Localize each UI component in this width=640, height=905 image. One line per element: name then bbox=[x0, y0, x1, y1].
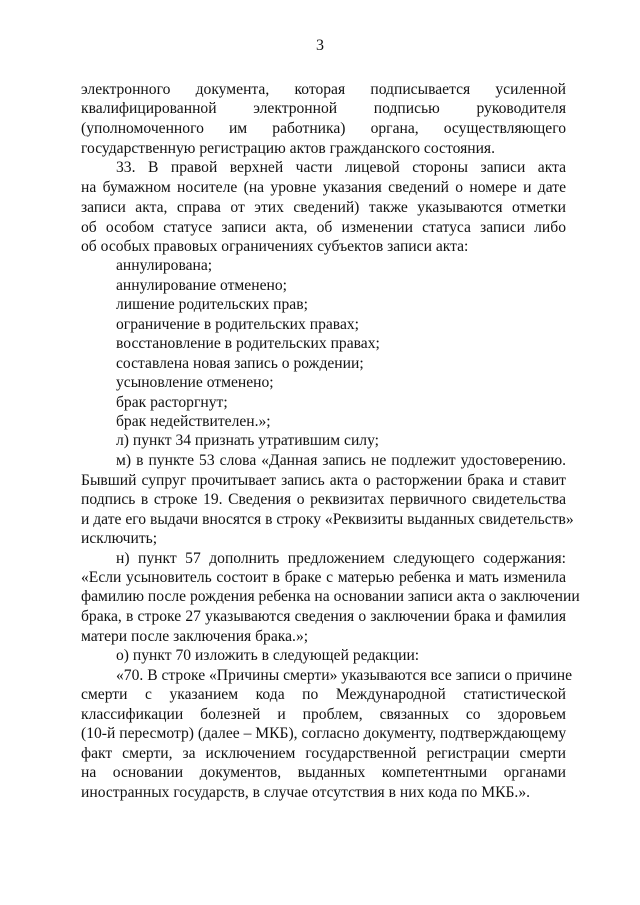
text-line: матери после заключения брака.»; bbox=[81, 628, 309, 645]
text-line: на основании документов, выданных компетентными органами bbox=[81, 764, 566, 781]
text-line: м) в пункте 53 слова «Данная запись не подлежит удостоверению. bbox=[116, 452, 566, 469]
text-line: аннулирована; bbox=[116, 257, 213, 274]
text-line: (10-й пересмотр) (далее – МКБ), согласно документу, подтверждающему bbox=[81, 725, 567, 742]
text-line: иностранных государств, в случае отсутствия в них кода по МКБ.». bbox=[81, 784, 531, 801]
text-line: л) пункт 34 признать утратившим силу; bbox=[116, 432, 379, 449]
text-line: смерти с указанием кода по Международной статистической bbox=[81, 686, 566, 703]
text-line: лишение родительских прав; bbox=[116, 296, 308, 313]
text-line: аннулирование отменено; bbox=[116, 277, 287, 294]
text-line: об особых правовых ограничениях субъектов записи акта: bbox=[81, 238, 469, 255]
text-line: (уполномоченного им работника) органа, осуществляющего bbox=[81, 120, 566, 137]
text-line: «Если усыновитель состоит в браке с матерью ребенка и мать изменила bbox=[81, 569, 566, 586]
text-line: брак недействителен.»; bbox=[116, 413, 271, 430]
text-line: усыновление отменено; bbox=[116, 374, 274, 391]
text-line: факт смерти, за исключением государственной регистрации смерти bbox=[81, 745, 566, 762]
text-line: «70. В строке «Причины смерти» указываются все записи о причине bbox=[116, 667, 573, 684]
text-line: и дате его выдачи вносятся в строку «Реквизиты выданных свидетельств» bbox=[81, 511, 574, 528]
text-line: на бумажном носителе (на уровне указания сведений о номере и дате bbox=[81, 179, 566, 196]
text-line: ограничение в родительских правах; bbox=[116, 316, 359, 333]
text-line: квалифицированной электронной подписью руководителя bbox=[81, 100, 566, 117]
text-line: записи акта, справа от этих сведений) также указываются отметки bbox=[81, 199, 566, 216]
text-line: составлена новая запись о рождении; bbox=[116, 355, 364, 372]
text-line: н) пункт 57 дополнить предложением следующего содержания: bbox=[116, 550, 566, 567]
text-line: подпись в строке 19. Сведения о реквизитах первичного свидетельства bbox=[81, 491, 566, 508]
text-line: государственную регистрацию актов гражданского состояния. bbox=[81, 140, 496, 157]
page-number: 3 bbox=[316, 37, 324, 54]
text-line: о) пункт 70 изложить в следующей редакции: bbox=[116, 647, 420, 664]
text-line: об особом статусе записи акта, об изменении статуса записи либо bbox=[81, 219, 566, 236]
text-line: исключить; bbox=[81, 530, 158, 547]
text-line: классификации болезней и проблем, связанных со здоровьем bbox=[81, 706, 566, 723]
text-line: восстановление в родительских правах; bbox=[116, 335, 380, 352]
text-line: электронного документа, которая подписывается усиленной bbox=[81, 81, 566, 98]
text-line: брака, в строке 27 указываются сведения о заключении брака и фамилия bbox=[81, 608, 566, 625]
text-line: фамилию после рождения ребенка на основании записи акта о заключении bbox=[81, 588, 580, 605]
text-line: 33. В правой верхней части лицевой стороны записи акта bbox=[116, 159, 566, 176]
text-line: Бывший супруг прочитывает запись акта о расторжении брака и ставит bbox=[81, 472, 566, 489]
text-line: брак расторгнут; bbox=[116, 394, 228, 411]
